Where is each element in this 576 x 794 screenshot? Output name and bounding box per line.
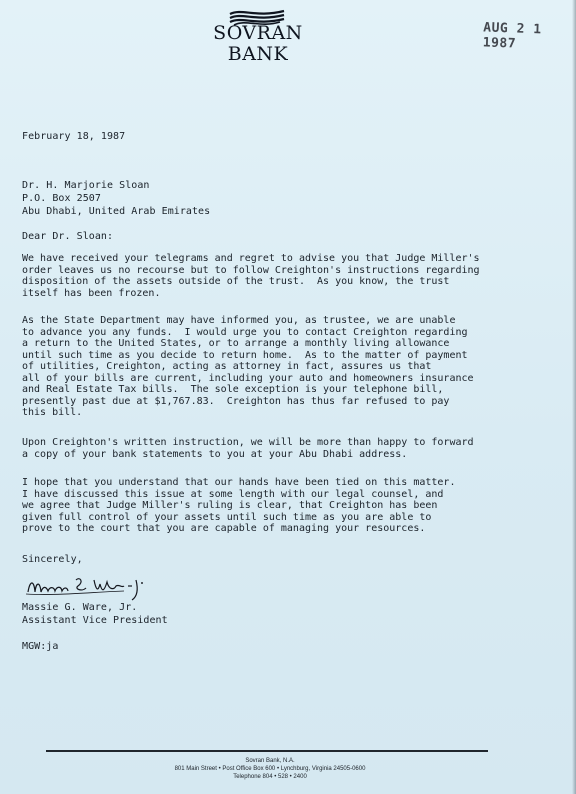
- paragraph-line: to advance you any funds. I would urge you to contact Creighton regarding: [22, 326, 468, 338]
- bank-name-line2: BANK: [227, 43, 289, 65]
- handwritten-signature: [24, 572, 154, 602]
- paragraph-line: this bill.: [22, 407, 83, 418]
- recipient-name: Dr. H. Marjorie Sloan: [22, 180, 150, 191]
- paragraph-line: we agree that Judge Miller's ruling is clear, that Creighton has been: [22, 500, 438, 511]
- paragraph-line: Upon Creighton's written instruction, we will be more than happy to forward: [22, 437, 474, 448]
- footer-address: 801 Main Street • Post Office Box 600 • Lynchburg, Virginia 24505-0600: [174, 766, 366, 772]
- paragraph-line: I have discussed this issue at some length with our legal counsel, and: [22, 488, 444, 500]
- bank-name-line1: SOVRAN: [213, 22, 303, 44]
- paragraph-line: I hope that you understand that our hands have been tied on this matter.: [22, 477, 456, 488]
- paragraph-line: As the State Department may have informed you, as trustee, we are unable: [22, 315, 456, 326]
- paragraph-line: given full control of your assets until such time as you are able to: [22, 511, 432, 523]
- paragraph-line: and Real Estate Tax bills. The sole exception is your telephone bill,: [22, 384, 444, 395]
- signer-title: Assistant Vice President: [22, 615, 168, 626]
- letter-date: February 18, 1987: [22, 131, 126, 142]
- received-date-stamp: AUG 2 1 1987: [482, 20, 542, 52]
- paragraph-line: all of your bills are current, including your auto and homeowners insurance: [22, 372, 474, 384]
- recipient-address-line2: Abu Dhabi, United Arab Emirates: [22, 206, 211, 217]
- body-paragraph-4: [22, 477, 502, 535]
- paragraph-line: a copy of your bank statements to you at your Abu Dhabi address.: [22, 448, 408, 460]
- paragraph-line: itself has been frozen.: [22, 287, 161, 299]
- reference-initials: MGW:ja: [22, 641, 59, 652]
- paragraph-line: of utilities, Creighton, acting as attorney in fact, assures us that: [22, 361, 432, 372]
- footer-divider: [46, 750, 488, 752]
- paragraph-line: prove to the court that you are capable of managing your resources.: [22, 523, 426, 534]
- paragraph-line: We have received your telegrams and regret to advise you that Judge Miller's: [22, 253, 480, 264]
- paragraph-line: a return to the United States, or to arrange a monthly living allowance: [22, 338, 450, 349]
- footer-telephone: Telephone 804 • 528 • 2400: [233, 774, 307, 780]
- body-paragraph-2: [22, 315, 502, 419]
- body-paragraph-3: [22, 437, 502, 460]
- recipient-address-line1: P.O. Box 2507: [22, 193, 101, 204]
- footer-company: Sovran Bank, N.A.: [245, 758, 295, 764]
- paragraph-line: presently past due at $1,767.83. Creighton has thus far refused to pay: [22, 395, 450, 407]
- body-paragraph-1: [22, 253, 502, 299]
- paragraph-line: until such time as you decide to return home. As to the matter of payment: [22, 349, 468, 361]
- scan-edge-shadow: [572, 0, 576, 794]
- paragraph-line: disposition of the assets outside of the trust. As you know, the trust: [22, 276, 450, 287]
- signer-name: Massie G. Ware, Jr.: [22, 602, 138, 613]
- paragraph-line: order leaves us no recourse but to follow Creighton's instructions regarding: [22, 264, 480, 276]
- salutation: Dear Dr. Sloan:: [22, 231, 114, 242]
- closing: Sincerely,: [22, 554, 83, 565]
